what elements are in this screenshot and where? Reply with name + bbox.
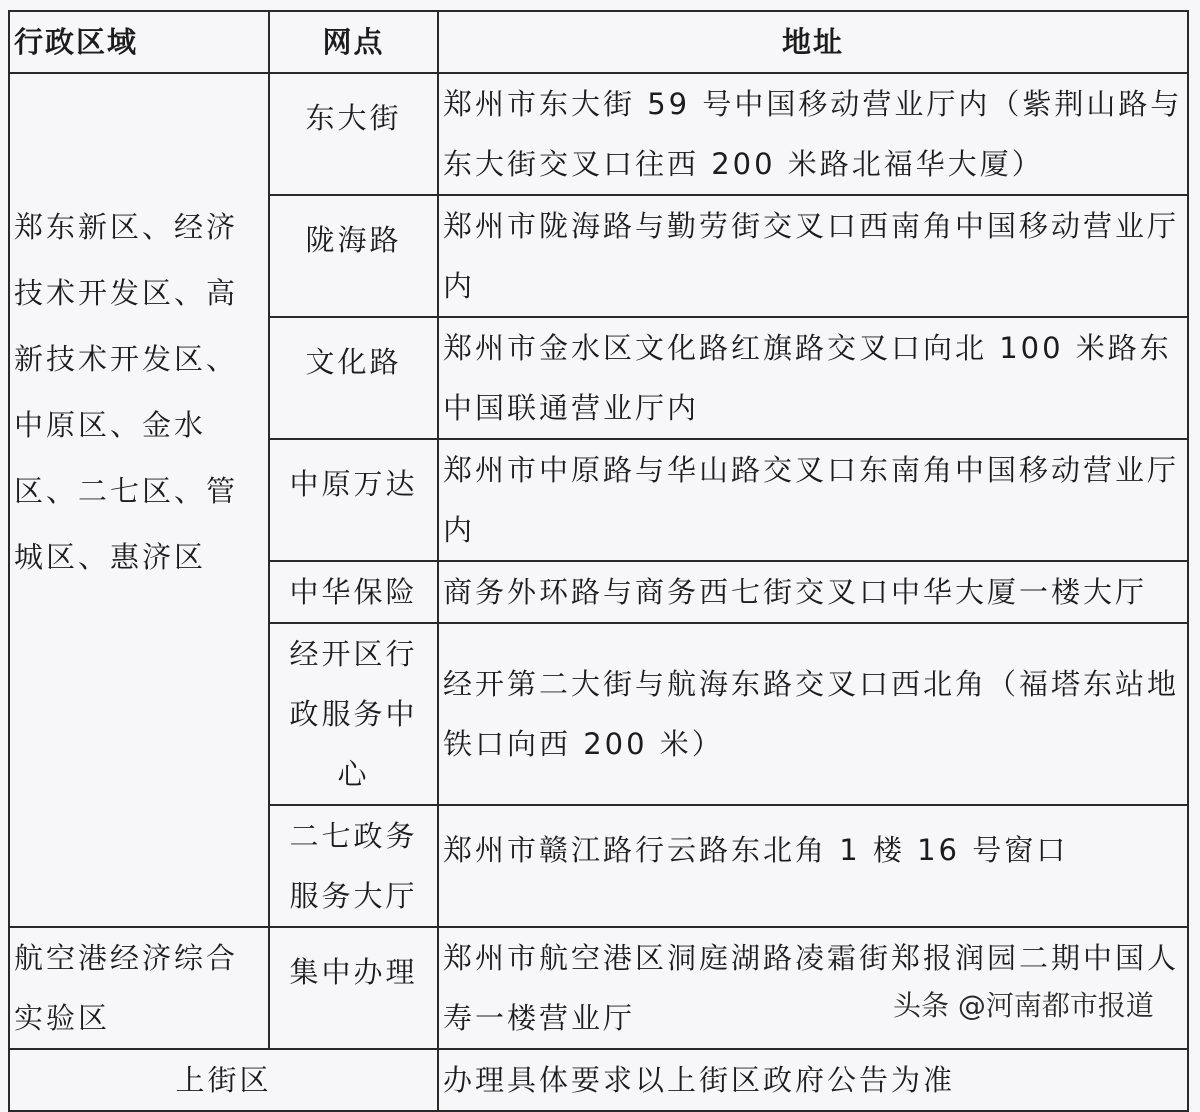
header-address: 地址 <box>438 11 1188 73</box>
site-cell: 东大街 <box>269 73 438 195</box>
site-cell: 中华保险 <box>269 561 438 623</box>
site-cell: 文化路 <box>269 317 438 439</box>
site-cell: 二七政务服务大厅 <box>269 805 438 927</box>
site-cell: 集中办理 <box>269 927 438 1049</box>
header-site: 网点 <box>269 11 438 73</box>
site-cell: 陇海路 <box>269 195 438 317</box>
table-header-row <box>9 11 1188 73</box>
region-cell: 航空港经济综合实验区 <box>9 927 269 1049</box>
address-cell: 商务外环路与商务西七街交叉口中华大厦一楼大厅 <box>438 561 1188 623</box>
site-cell: 经开区行政服务中心 <box>269 623 438 805</box>
address-cell: 郑州市金水区文化路红旗路交叉口向北 100 米路东中国联通营业厅内 <box>438 317 1188 439</box>
site-cell: 中原万达 <box>269 439 438 561</box>
address-cell: 经开第二大街与航海东路交叉口西北角（福塔东站地铁口向西 200 米） <box>438 623 1188 805</box>
watermark: 头条 @河南都市报道 <box>893 989 1154 1022</box>
region-cell: 郑东新区、经济技术开发区、高新技术开发区、中原区、金水区、二七区、管城区、惠济区 <box>9 73 269 927</box>
region-cell: 上街区 <box>9 1049 438 1111</box>
header-region: 行政区域 <box>9 11 269 73</box>
table-row <box>9 1049 1188 1111</box>
table-row <box>9 73 1188 195</box>
address-cell: 郑州市赣江路行云路东北角 1 楼 16 号窗口 <box>438 805 1188 927</box>
service-points-table <box>8 10 1189 1112</box>
address-cell: 郑州市中原路与华山路交叉口东南角中国移动营业厅内 <box>438 439 1188 561</box>
address-cell: 办理具体要求以上街区政府公告为准 <box>438 1049 1188 1111</box>
address-cell: 郑州市东大街 59 号中国移动营业厅内（紫荆山路与东大街交叉口往西 200 米路北福华大厦） <box>438 73 1188 195</box>
address-cell: 郑州市陇海路与勤劳街交叉口西南角中国移动营业厅内 <box>438 195 1188 317</box>
address-cell: 郑州市航空港区洞庭湖路凌霜街郑报润园二期中国人寿一楼营业厅 <box>438 927 1188 1049</box>
